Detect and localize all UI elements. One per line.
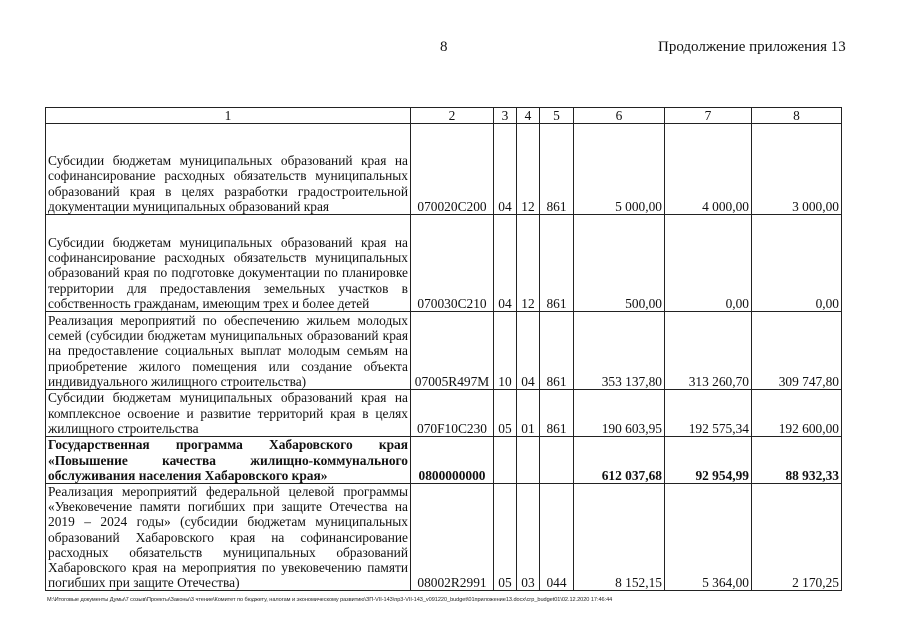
amount-year1-cell: 500,00	[574, 215, 665, 312]
expense-name-cell: Субсидии бюджетам муниципальных образований края на комплексное освоение и развитие территорий края в целях жилищного строительства	[46, 390, 411, 437]
amount-year3-cell: 192 600,00	[752, 390, 842, 437]
expense-type-cell: 861	[540, 215, 574, 312]
target-article-cell: 0800000000	[411, 437, 494, 484]
amount-year2-cell: 313 260,70	[665, 312, 752, 390]
table-row	[46, 124, 842, 215]
table-row	[46, 312, 842, 390]
section-cell: 10	[494, 312, 517, 390]
expense-type-cell	[540, 437, 574, 484]
subsection-cell: 03	[517, 484, 540, 591]
section-cell	[494, 437, 517, 484]
amount-year1-cell: 612 037,68	[574, 437, 665, 484]
target-article-cell: 070030С210	[411, 215, 494, 312]
page-number: 8	[440, 39, 448, 55]
amount-year2-cell: 4 000,00	[665, 124, 752, 215]
column-header: 4	[517, 108, 540, 124]
appendix-continuation-title: Продолжение приложения 13	[658, 39, 846, 55]
subsection-cell: 12	[517, 124, 540, 215]
table-row	[46, 484, 842, 591]
amount-year2-cell: 5 364,00	[665, 484, 752, 591]
amount-year3-cell: 0,00	[752, 215, 842, 312]
amount-year3-cell: 3 000,00	[752, 124, 842, 215]
expense-name-cell: Реализация мероприятий по обеспечению жильем молодых семей (субсидии бюджетам муниципальных образований края на предоставление социальных выплат молодым семьям на приобретение жилого помещения или создание объекта индивидуального жилищного строительства)	[46, 312, 411, 390]
subsection-cell: 12	[517, 215, 540, 312]
table-row	[46, 390, 842, 437]
expense-name-cell: Субсидии бюджетам муниципальных образований края на софинансирование расходных обязательств муниципальных образований края по подготовке документации по планировке территории для предоставления земельных участков в собственность гражданам, имеющим трех и более детей	[46, 215, 411, 312]
amount-year1-cell: 353 137,80	[574, 312, 665, 390]
expense-type-cell: 861	[540, 124, 574, 215]
budget-table	[45, 107, 842, 591]
document-file-path: M:\Итоговые документы Думы\7 созыв\Проекты\Законы\3 чтение\Комитет по бюджету, налогам и экономическому развитию\ЗП-VII-143\пр3-VII-143_v091220_budget\01приложение13.docx\сгр_budget01\02.12.2020 17:46:44	[47, 597, 613, 603]
program-total-row	[46, 437, 842, 484]
column-header: 3	[494, 108, 517, 124]
expense-type-cell: 861	[540, 390, 574, 437]
subsection-cell: 01	[517, 390, 540, 437]
target-article-cell: 08002R2991	[411, 484, 494, 591]
amount-year1-cell: 5 000,00	[574, 124, 665, 215]
expense-name-cell: Субсидии бюджетам муниципальных образований края на софинансирование расходных обязательств муниципальных образований края в целях разработки градостроительной документации муниципальных образований края	[46, 124, 411, 215]
target-article-cell: 07005R497M	[411, 312, 494, 390]
table-header-row	[46, 108, 842, 124]
column-header: 8	[752, 108, 842, 124]
amount-year1-cell: 190 603,95	[574, 390, 665, 437]
column-header: 5	[540, 108, 574, 124]
program-name-cell: Государственная программа Хабаровского края «Повышение качества жилищно-коммунального обслуживания населения Хабаровского края»	[46, 437, 411, 484]
subsection-cell: 04	[517, 312, 540, 390]
amount-year3-cell: 88 932,33	[752, 437, 842, 484]
expense-type-cell: 861	[540, 312, 574, 390]
expense-type-cell: 044	[540, 484, 574, 591]
column-header: 6	[574, 108, 665, 124]
amount-year2-cell: 0,00	[665, 215, 752, 312]
column-header: 7	[665, 108, 752, 124]
target-article-cell: 070020С200	[411, 124, 494, 215]
amount-year1-cell: 8 152,15	[574, 484, 665, 591]
column-header: 2	[411, 108, 494, 124]
section-cell: 04	[494, 124, 517, 215]
section-cell: 05	[494, 390, 517, 437]
amount-year2-cell: 192 575,34	[665, 390, 752, 437]
subsection-cell	[517, 437, 540, 484]
section-cell: 04	[494, 215, 517, 312]
table-row	[46, 215, 842, 312]
expense-name-cell: Реализация мероприятий федеральной целевой программы «Увековечение памяти погибших при защите Отечества на 2019 – 2024 годы» (субсидии бюджетам муниципальных образований Хабаровского края на софинансирование расходных обязательств муниципальных образований Хабаровского края на мероприятия по увековечению памяти погибших при защите Отечества)	[46, 484, 411, 591]
column-header: 1	[46, 108, 411, 124]
amount-year2-cell: 92 954,99	[665, 437, 752, 484]
amount-year3-cell: 309 747,80	[752, 312, 842, 390]
amount-year3-cell: 2 170,25	[752, 484, 842, 591]
target-article-cell: 070F10С230	[411, 390, 494, 437]
section-cell: 05	[494, 484, 517, 591]
